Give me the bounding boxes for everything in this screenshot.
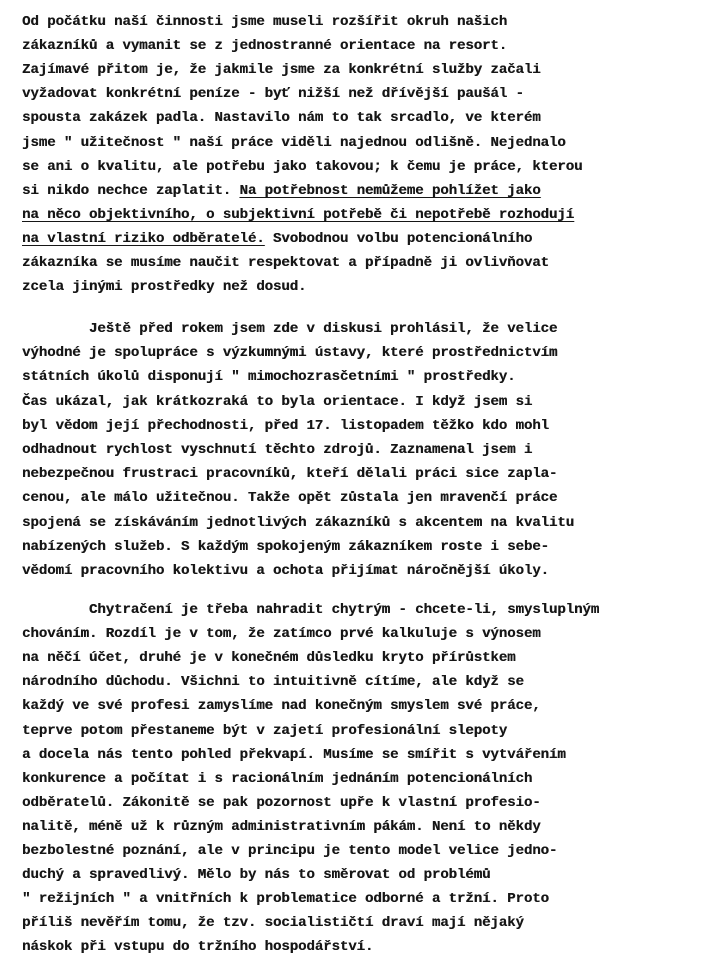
text-segment: Chytračení je třeba nahradit chytrým - chcete-li, smysluplným [22,602,600,618]
text-line [22,747,566,764]
text-segment: Ještě před rokem jsem zde v diskusi prohlásil, že velice [22,321,558,337]
text-line [22,14,507,31]
text-segment: náskok při vstupu do tržního hospodářství. [22,939,374,956]
text-segment: příliš nevěřím tomu, že tzv. socialističtí draví mají nějaký [22,915,524,932]
text-line [22,626,541,643]
text-segment: na něčí účet, druhé je v konečném důsledku kryto přírůstkem [22,650,516,667]
text-line [22,279,306,296]
text-segment: vyžadovat konkrétní peníze - byť nižší než dřívější paušál - [22,86,524,103]
text-line [22,490,557,507]
text-line [22,369,515,386]
text-line [22,466,557,483]
text-line [22,62,541,79]
text-line [22,110,541,127]
underlined-text: na něco objektivního, o subjektivní potřebě či nepotřebě rozhodují [22,206,575,223]
text-line [22,394,532,411]
text-segment: konkurence a počítat i s racionálním jednáním potencionálních [22,770,533,787]
text-segment: a docela nás tento pohled překvapí. Musíme se smířit s vytvářením [22,746,566,763]
text-line [22,674,524,691]
text-segment: chováním. Rozdíl je v tom, že zatímco prvé kalkuluje s výnosem [22,626,541,643]
text-line [22,159,582,176]
text-segment: duchý a spravedlivý. Mělo by nás to směrovat od problémů [22,867,491,884]
text-line [22,231,532,248]
text-line [22,515,574,532]
text-segment: výhodné je spolupráce s výzkumnými ústavy, které prostřednictvím [22,345,558,362]
text-line [22,442,532,459]
text-line [22,939,373,956]
underlined-text: Na potřebnost nemůžeme pohlížet jako [239,182,541,199]
underlined-text: na vlastní riziko odběratelé. [22,230,265,247]
text-line [22,321,557,338]
text-segment: odhadnout rychlost vyschnutí těchto zdrojů. Zaznamenal jsem i [22,442,533,458]
text-segment: nebezpečnou frustraci pracovníků, kteří dělali práci sice zapla- [22,466,558,483]
text-segment: spousta zakázek padla. Nastavilo nám to tak srcadlo, ve kterém [22,110,541,127]
text-segment: zákazníků a vymanit se z jednostranné orientace na resort. [22,38,508,55]
text-segment: jsme " užitečnost " naší práce viděli najednou odlišně. Nejednalo [22,134,566,151]
text-segment: byl vědom její přechodnosti, před 17. listopadem těžko kdo mohl [22,417,549,434]
text-segment: Zajímavé přitom je, že jakmile jsme za konkrétní služby začali [22,62,541,79]
text-line [22,418,549,435]
text-line [22,795,541,812]
text-segment: státních úkolů disponují " mimochozrasčetními " prostředky. [22,369,516,386]
text-line [22,539,549,556]
text-segment: Od počátku naší činnosti jsme museli rozšířit okruh našich [22,14,508,30]
text-line [22,698,541,715]
text-line [22,135,566,152]
text-line [22,183,541,200]
text-segment: bezbolestné poznání, ale v principu je tento model velice jedno- [22,843,558,859]
text-line [22,915,524,932]
text-line [22,38,507,55]
text-line [22,891,549,908]
text-line [22,86,524,103]
text-segment: národního důchodu. Všichni to intuitivně cítíme, ale když se [22,674,524,691]
text-segment: každý ve své profesi zamyslíme nad konečným smyslem své práce, [22,698,541,715]
text-line [22,602,599,619]
text-segment: " režijních " a vnitřních k problematice odborné a tržní. Proto [22,891,549,908]
text-segment: Svobodnou volbu potencionálního [264,230,533,247]
text-line [22,650,515,667]
text-line [22,843,557,860]
text-segment: nalitě, méně už k různým administrativním pákám. Není to někdy [22,818,541,835]
text-segment: zákazníka se musíme naučit respektovat a případně ji ovlivňovat [22,255,549,271]
text-segment: si nikdo nechce zaplatit. [22,182,240,199]
text-segment: Čas ukázal, jak krátkozraká to byla orientace. I když jsem si [22,393,533,410]
text-line [22,723,507,740]
text-line [22,255,549,272]
text-segment: cenou, ale málo užitečnou. Takže opět zůstala jen mravenčí práce [22,490,558,507]
text-line [22,345,557,362]
text-segment: se ani o kvalitu, ale potřebu jako takovou; k čemu je práce, kterou [22,158,583,175]
text-line [22,867,490,884]
text-line [22,819,541,836]
text-segment: nabízených služeb. S každým spokojeným zákazníkem roste i sebe- [22,538,549,555]
text-line [22,207,574,224]
text-segment: vědomí pracovního kolektivu a ochota přijímat náročnější úkoly. [22,563,549,579]
text-segment: odběratelů. Zákonitě se pak pozornost upře k vlastní profesio- [22,794,541,811]
text-segment: spojená se získáváním jednotlivých zákazníků s akcentem na kvalitu [22,514,575,531]
text-line [22,563,549,580]
text-segment: teprve potom přestaneme být v zajetí profesionální slepoty [22,722,508,739]
text-line [22,771,532,788]
text-segment: zcela jinými prostředky než dosud. [22,279,307,296]
